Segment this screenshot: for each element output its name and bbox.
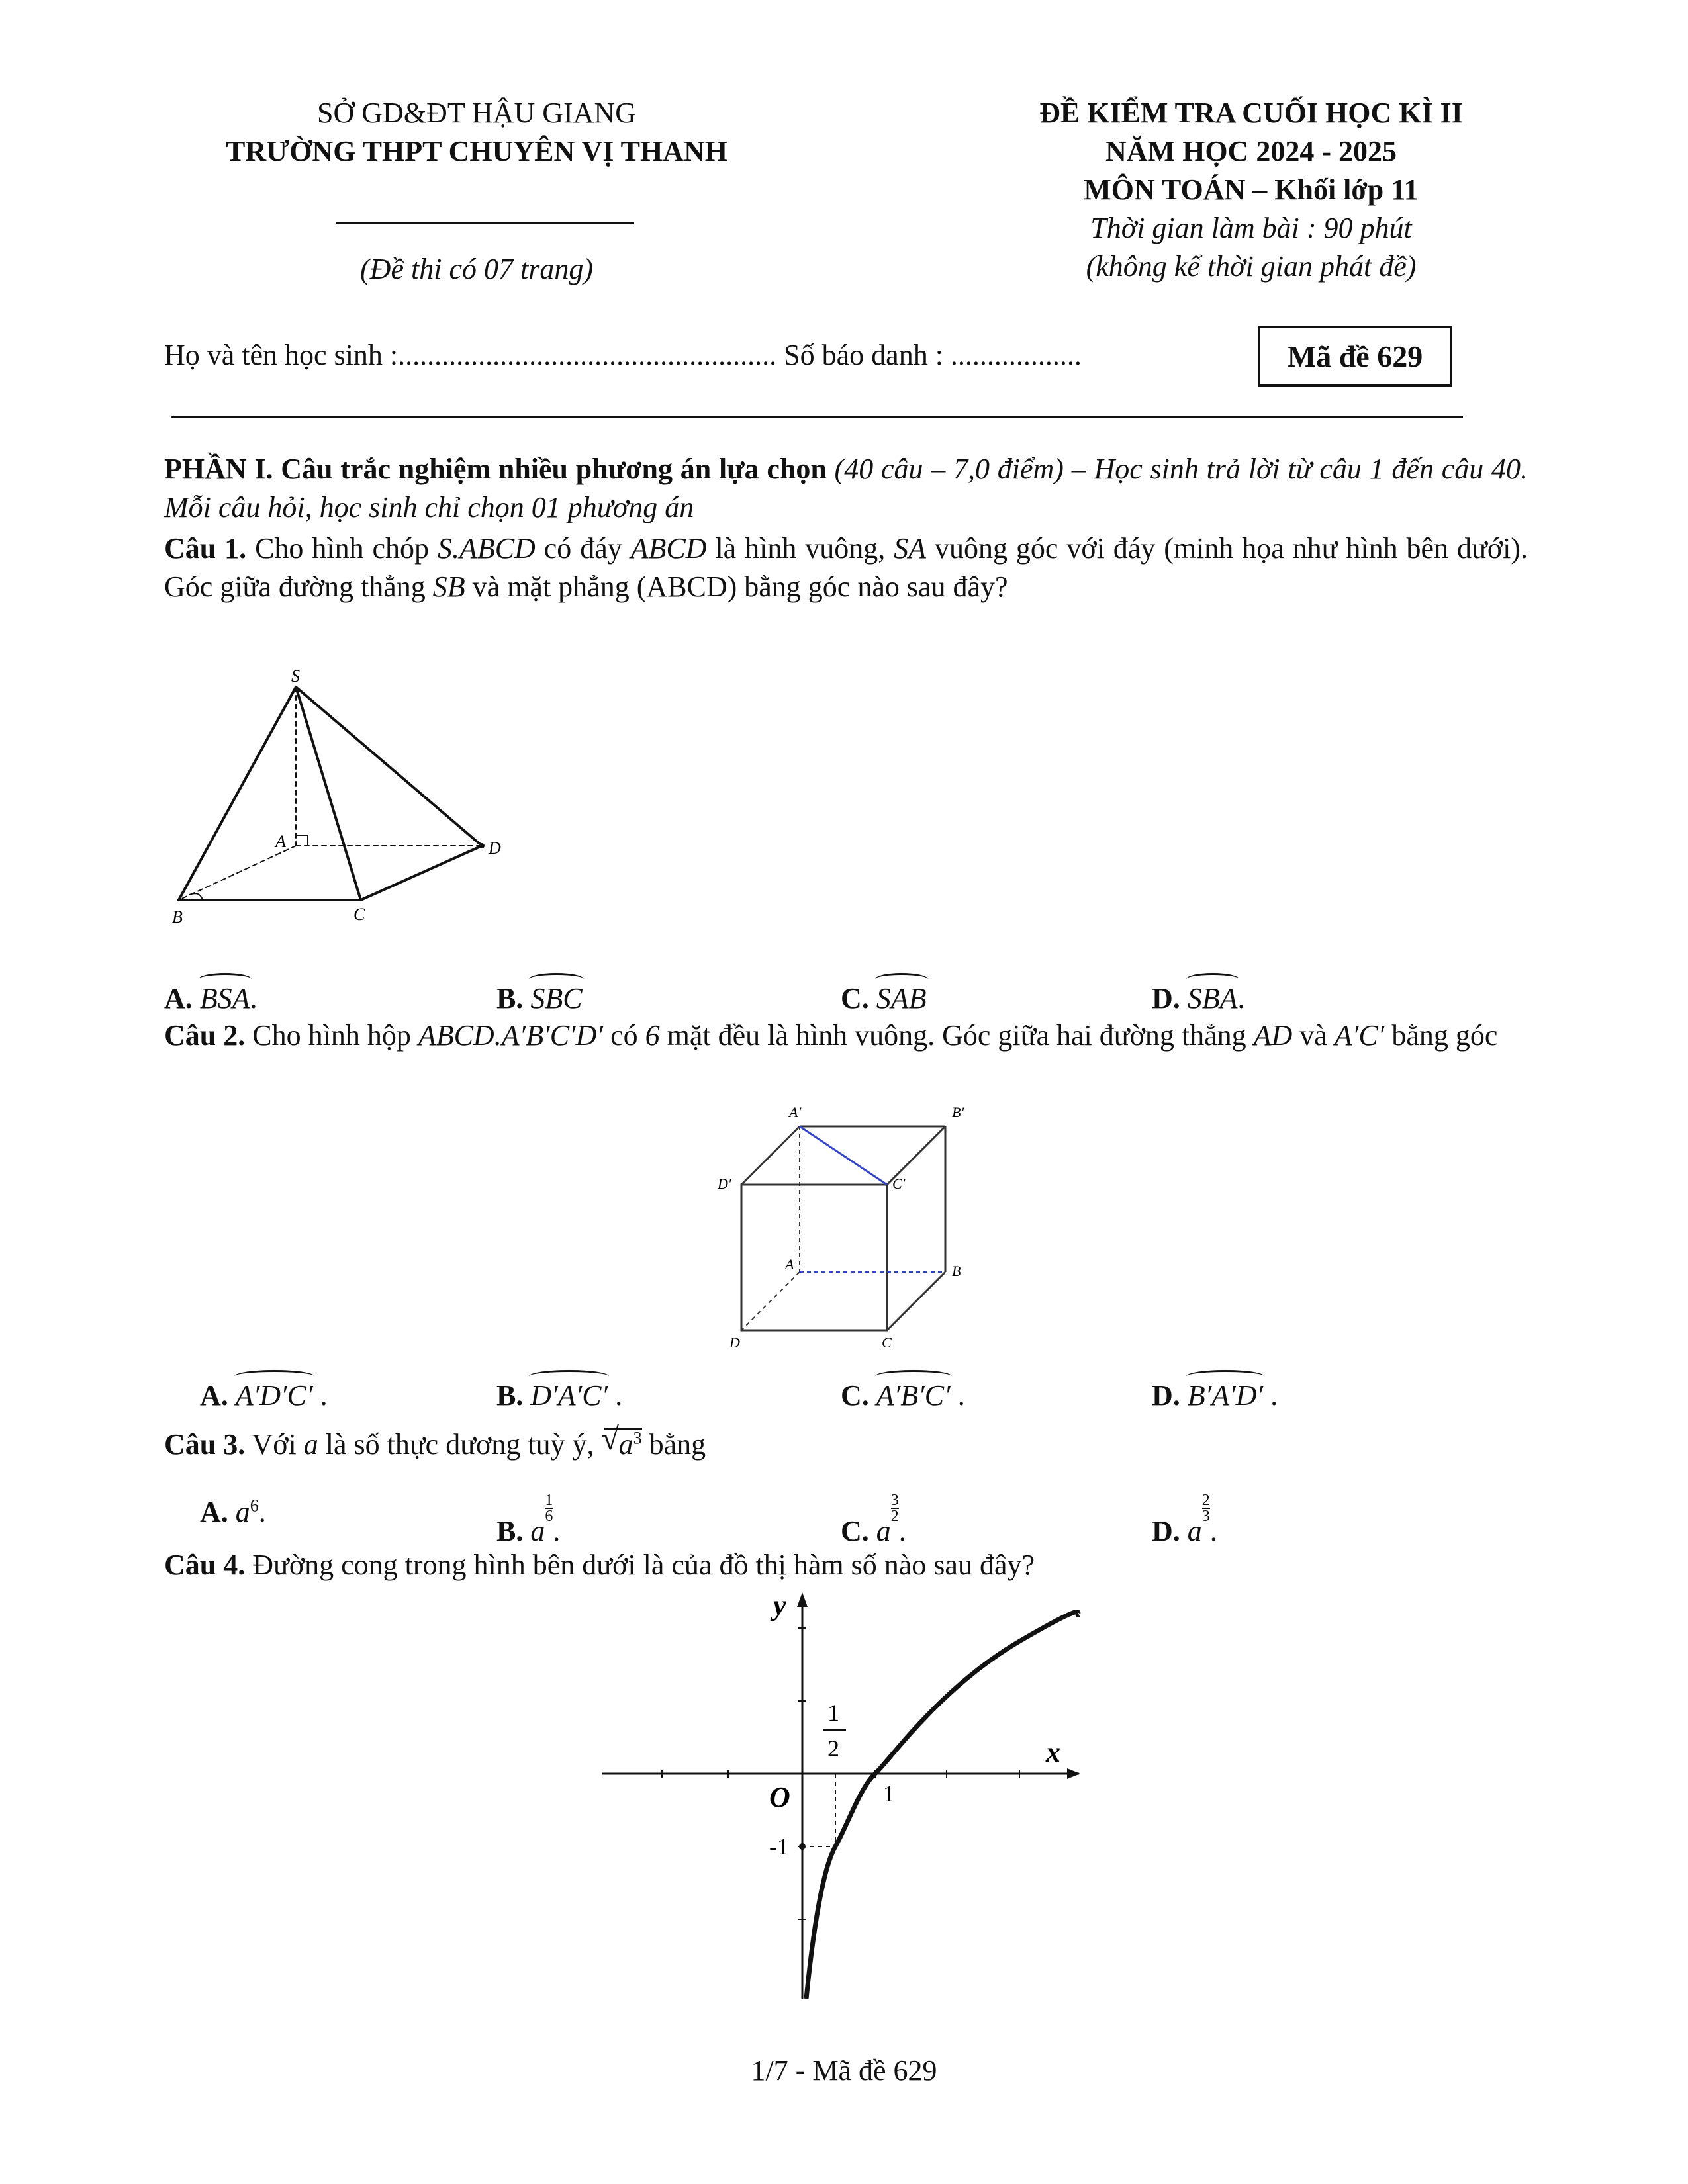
cube-label-c: C (882, 1334, 892, 1351)
option-exponent: 6 (250, 1496, 259, 1516)
question-2 (164, 1017, 1528, 1055)
option-label: A. (164, 982, 193, 1015)
q1-text: có đáy (535, 532, 631, 565)
q3-text: Với (245, 1428, 304, 1461)
q1-math: SA (894, 532, 927, 565)
exponent-numerator: 1 (545, 1492, 553, 1509)
cube-label-a: A (785, 1256, 794, 1273)
option-label: B. (496, 982, 524, 1015)
department-name: SỞ GD&ĐT HẬU GIANG (317, 97, 636, 129)
option-base: a (235, 1496, 250, 1528)
q2-text: và (1292, 1019, 1335, 1052)
cube-label-d-prime: D′ (718, 1175, 731, 1192)
option-tail: . (250, 982, 258, 1015)
exam-code-box (1258, 326, 1452, 387)
pyramid-label-b: B (172, 907, 183, 927)
q1-text: và mặt phẳng (ABCD) bằng góc nào sau đây? (465, 570, 1008, 603)
q2-option-d[interactable] (1152, 1370, 1278, 1415)
option-label: B. (496, 1379, 524, 1412)
option-value: A′B′C′ (876, 1370, 951, 1415)
q2-math: A′C′ (1334, 1019, 1385, 1052)
cube-figure (715, 1099, 980, 1357)
option-label: C. (841, 1515, 869, 1547)
q3-text: là số thực dương tuỳ ý, (318, 1428, 602, 1461)
cube-label-a-prime: A′ (789, 1104, 802, 1120)
cube-label-c-prime: C′ (892, 1175, 906, 1192)
option-label: D. (1152, 1515, 1180, 1547)
graph-tick-minus-one: -1 (769, 1833, 789, 1860)
exponent-numerator: 3 (890, 1492, 899, 1509)
radicand-exponent: 3 (633, 1428, 642, 1448)
q1-option-c[interactable] (841, 973, 927, 1018)
page-footer: 1/7 - Mã đề 629 (751, 2054, 937, 2087)
pyramid-label-s: S (291, 666, 300, 686)
q1-text: vuông góc với đáy (minh họa như hình bên dưới). Góc giữa đường thẳng (164, 532, 1528, 603)
option-value: BSA (200, 973, 250, 1018)
q3-option-a[interactable]: A. $a^6$. (200, 1496, 266, 1528)
q2-math: AD (1253, 1019, 1293, 1052)
subject-line: MÔN TOÁN – Khối lớp 11 (1084, 173, 1419, 206)
question-4-label: Câu 4. (164, 1549, 246, 1581)
question-3 (164, 1422, 1528, 1464)
option-value: SBA (1188, 973, 1238, 1018)
graph-x-label: x (1046, 1736, 1060, 1768)
q1-text: Cho hình chóp (246, 532, 438, 565)
option-fraction-exponent (1202, 1493, 1210, 1524)
q2-text: Cho hình hộp (245, 1019, 418, 1052)
q3-option-c[interactable]: C. a $\frac{3}{2}$ . (841, 1492, 906, 1547)
q1-option-b[interactable] (496, 973, 583, 1018)
graph-half-denominator: 2 (827, 1735, 839, 1762)
part1-note: (40 câu – 7,0 điểm) – Học sinh trả lời từ câu 1 đến câu 40. Mỗi câu hỏi, học sinh chỉ chọn 01 phương án (164, 453, 1528, 523)
option-tail: . (608, 1379, 623, 1412)
graph-tick-one: 1 (883, 1780, 895, 1807)
exam-title: ĐỀ KIỂM TRA CUỐI HỌC KÌ II (1039, 97, 1463, 129)
time-note: (không kể thời gian phát đề) (1086, 250, 1417, 283)
option-fraction-exponent (545, 1493, 553, 1524)
page-count-note: (Đề thi có 07 trang) (360, 253, 593, 285)
school-name: TRƯỜNG THPT CHUYÊN VỊ THANH (226, 135, 727, 167)
q2-option-a[interactable] (200, 1370, 328, 1415)
option-base: a (1187, 1515, 1202, 1547)
school-year: NĂM HỌC 2024 - 2025 (1105, 135, 1397, 167)
option-tail: . (1263, 1379, 1278, 1412)
part1-title: PHẦN I. Câu trắc nghiệm nhiều phương án lựa chọn (164, 453, 827, 485)
student-info-line: Họ và tên học sinh :.................................................... Số báo danh : .................. (164, 339, 1082, 371)
option-label: D. (1152, 982, 1180, 1015)
q1-option-d[interactable] (1152, 973, 1245, 1018)
question-1-label: Câu 1. (164, 532, 247, 565)
option-base: a (530, 1515, 545, 1547)
exponent-numerator: 2 (1201, 1492, 1210, 1509)
graph-origin-label: O (769, 1781, 790, 1813)
exponent-denominator: 3 (1201, 1508, 1210, 1525)
option-label: C. (841, 1379, 869, 1412)
exam-code: Mã đề 629 (1287, 339, 1423, 373)
question-4 (164, 1546, 1528, 1584)
q2-text: bằng góc (1384, 1019, 1498, 1052)
graph-half-numerator: 1 (827, 1700, 839, 1726)
pyramid-figure (165, 662, 510, 940)
time-limit: Thời gian làm bài : 90 phút (1090, 212, 1412, 244)
cube-label-d: D (729, 1334, 740, 1351)
option-label: C. (841, 982, 869, 1015)
q1-option-a[interactable] (164, 973, 258, 1018)
pyramid-label-a: A (275, 832, 286, 851)
cube-label-b: B (952, 1263, 961, 1279)
q3-option-b[interactable]: B. a $\frac{1}{6}$ . (496, 1492, 561, 1547)
question-1 (164, 529, 1528, 606)
cube-label-b-prime: B′ (952, 1104, 964, 1120)
q2-option-c[interactable] (841, 1370, 965, 1415)
radicand: a (618, 1428, 633, 1461)
q3-math: a (303, 1428, 318, 1461)
header-left-divider (336, 222, 634, 224)
part1-instruction (164, 450, 1528, 527)
option-tail: . (950, 1379, 965, 1412)
option-base: a (876, 1515, 891, 1547)
q2-option-b[interactable] (496, 1370, 622, 1415)
q1-text: là hình vuông, (706, 532, 894, 565)
q2-math: ABCD.A′B′C′D′ (418, 1019, 604, 1052)
q4-text: Đường cong trong hình bên dưới là của đồ thị hàm số nào sau đây? (245, 1549, 1035, 1581)
pyramid-label-d: D (489, 839, 501, 858)
q2-text: có (603, 1019, 645, 1052)
q1-math: SB (432, 570, 465, 603)
pyramid-label-c: C (353, 905, 365, 924)
student-line-divider (171, 416, 1463, 418)
q2-math: 6 (645, 1019, 660, 1052)
exponent-denominator: 6 (545, 1508, 553, 1525)
question-3-label: Câu 3. (164, 1428, 246, 1461)
option-value: SBC (530, 973, 582, 1018)
option-value: D′A′C′ (530, 1370, 608, 1415)
option-value: B′A′D′ (1188, 1370, 1263, 1415)
option-label: A. (200, 1379, 228, 1412)
option-tail: . (1237, 982, 1245, 1015)
exponent-denominator: 2 (890, 1508, 899, 1525)
option-label: A. (200, 1496, 228, 1528)
graph-y-label: y (773, 1589, 786, 1621)
sqrt-expression: √ $a^3$ (601, 1422, 642, 1461)
option-value: SAB (876, 973, 927, 1018)
option-label: B. (496, 1515, 524, 1547)
q1-math: S.ABCD (437, 532, 536, 565)
q3-text: bằng (641, 1428, 706, 1461)
question-2-label: Câu 2. (164, 1019, 246, 1052)
option-value: A′D′C′ (236, 1370, 313, 1415)
q2-text: mặt đều là hình vuông. Góc giữa hai đường thẳng (659, 1019, 1254, 1052)
option-label: D. (1152, 1379, 1180, 1412)
q1-math: ABCD (630, 532, 707, 565)
option-fraction-exponent (891, 1493, 899, 1524)
q3-option-d[interactable]: D. a $\frac{2}{3}$ . (1152, 1492, 1217, 1547)
log-graph (596, 1588, 1099, 2012)
option-tail: . (312, 1379, 328, 1412)
